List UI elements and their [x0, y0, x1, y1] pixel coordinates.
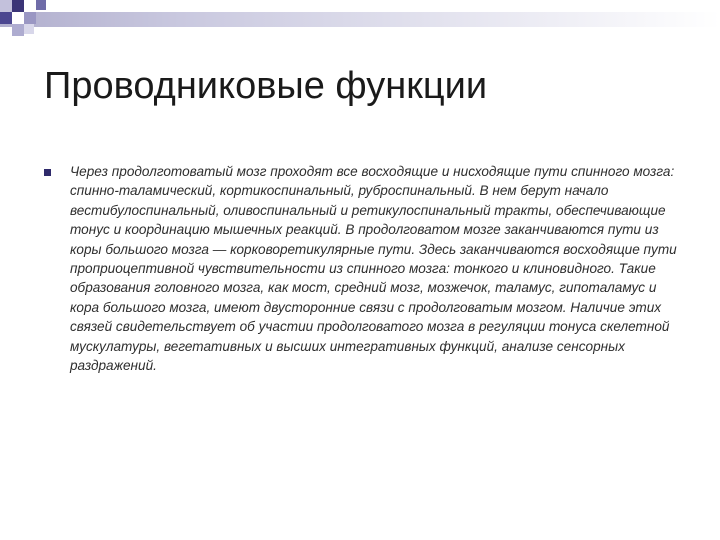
square-bullet-icon [44, 169, 51, 176]
deco-square-mid-2 [24, 12, 36, 24]
deco-square-white-2 [12, 12, 24, 24]
deco-square-pale [24, 24, 34, 34]
deco-square-light [0, 0, 12, 12]
deco-square-dark [12, 0, 24, 12]
slide-body-text: Через продолготоватый мозг проходят все восходящие и нисходящие пути спинного мозга: спинно-таламический, кортикоспинальный, руброспинальный. В нем берут начало вестибулоспинальный, оливоспинальный и ретикулоспинальный тракты, обеспечивающие тонус и координацию мышечных реакций. В продолговатом мозге заканчиваются пути из коры большого мозга — корковоретикулярные пути. Здесь заканчиваются восходящие пути проприоцептивной чувствительности из спинного мозга: тонкого и клиновидного. Такие образования головного мозга, как мост, средний мозг, мозжечок, таламус, гипоталамус и кора большого мозга, имеют двусторонние связи с продолговатым мозгом. Наличие этих связей свидетельствует об участии продолговатого мозга в регуляции тонуса скелетной мускулатуры, вегетативных и высших интегративных функций, анализе сенсорных раздражений. [70, 164, 677, 374]
header-decoration [0, 0, 720, 60]
deco-square-light-2 [12, 24, 24, 36]
bullet-list [44, 162, 684, 375]
deco-square-white [24, 0, 36, 12]
header-gradient-bar [0, 12, 720, 27]
slide-title: Проводниковые функции [44, 65, 488, 107]
deco-square-mid [36, 0, 46, 10]
deco-square-dark-2 [0, 12, 12, 24]
bullet-item [44, 162, 684, 375]
